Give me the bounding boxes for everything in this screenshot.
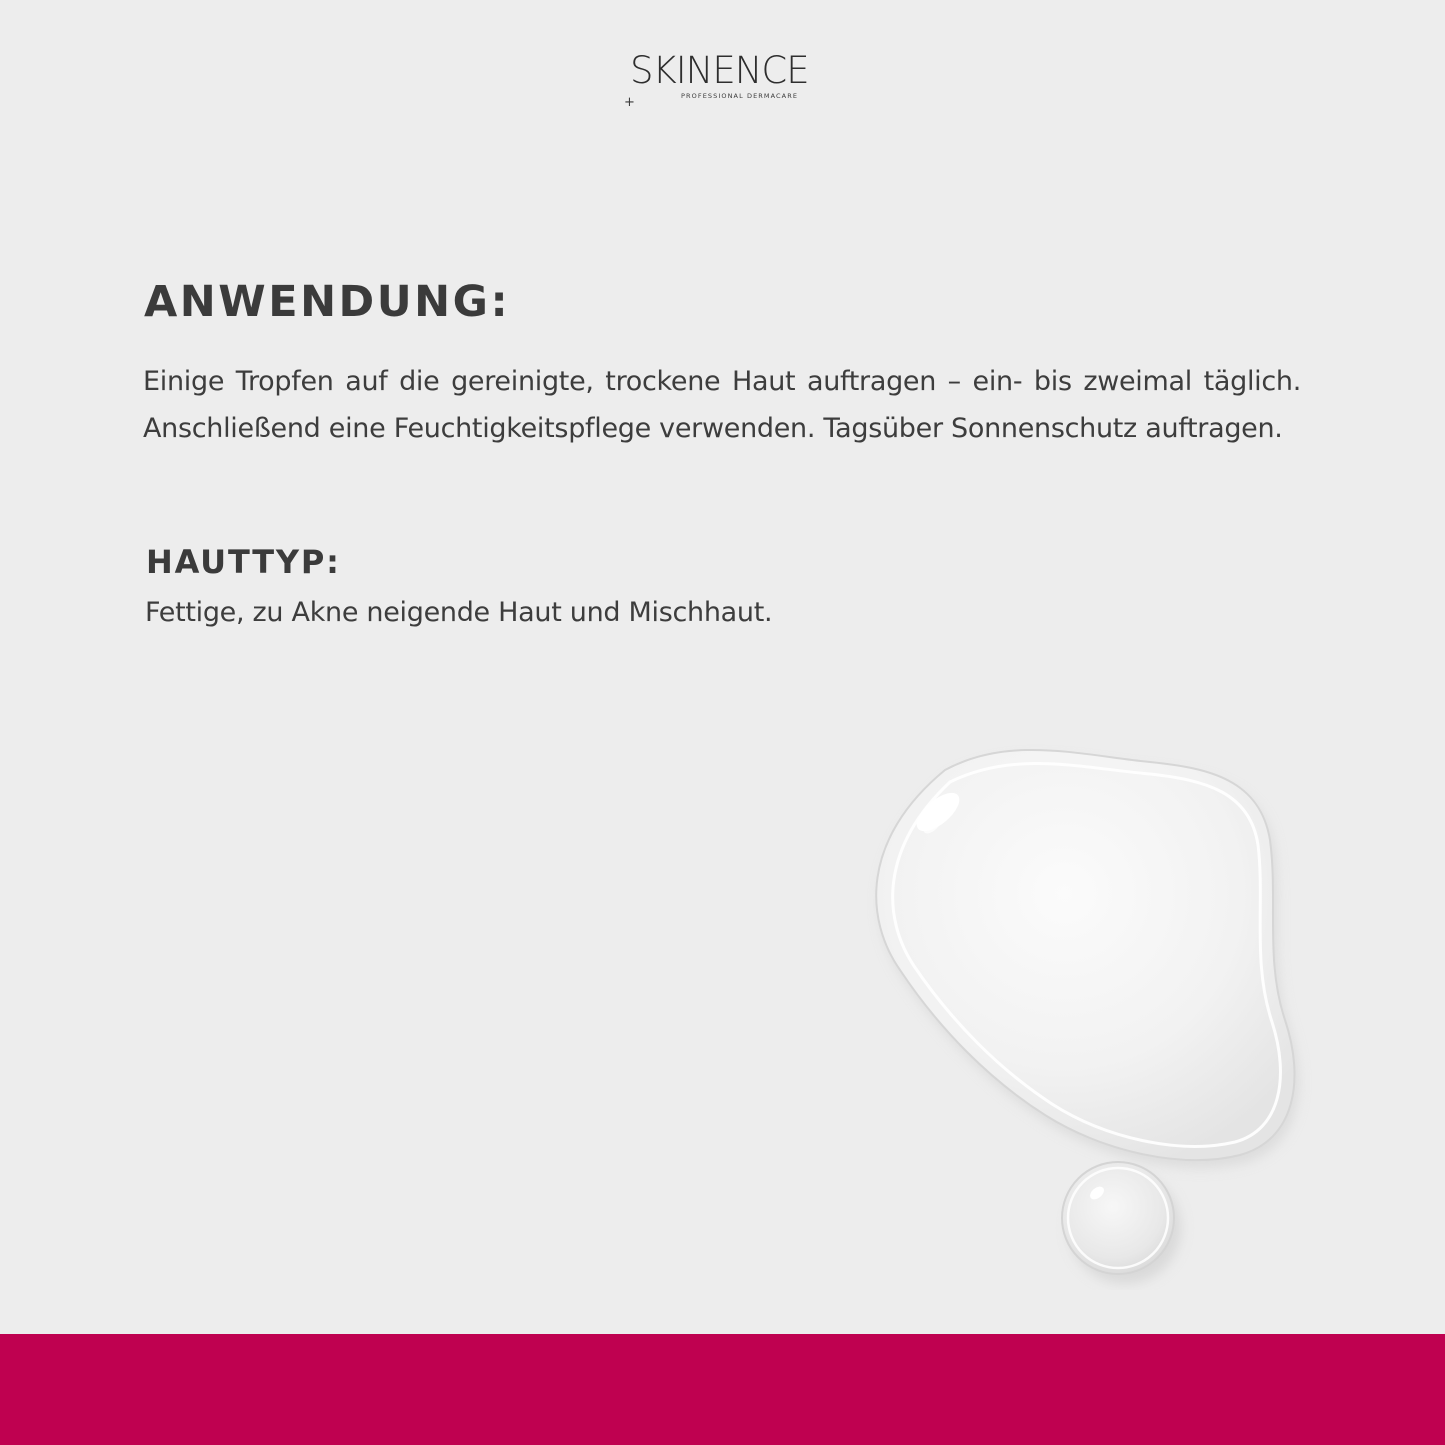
brand-tagline: PROFESSIONAL DERMACARE [681,92,799,100]
skin-type-text: Fettige, zu Akne neigende Haut und Mischhaut. [145,597,773,628]
usage-text: Einige Tropfen auf die gereinigte, trockene Haut auftragen – ein- bis zweimal täglich. Anschließend eine Feuchtigkeitspflege verwenden. Tagsüber Sonnenschutz auftragen. [143,366,1301,444]
usage-heading: ANWENDUNG: [144,277,511,327]
brand-logo [624,49,824,114]
small-droplet [1062,1162,1174,1274]
accent-band [0,1334,1445,1445]
skin-type-heading: HAUTTYP: [146,543,341,581]
brand-name: SKINENCE [630,49,809,92]
plus-icon: + [624,95,635,110]
serum-droplets-illustration [850,730,1320,1290]
